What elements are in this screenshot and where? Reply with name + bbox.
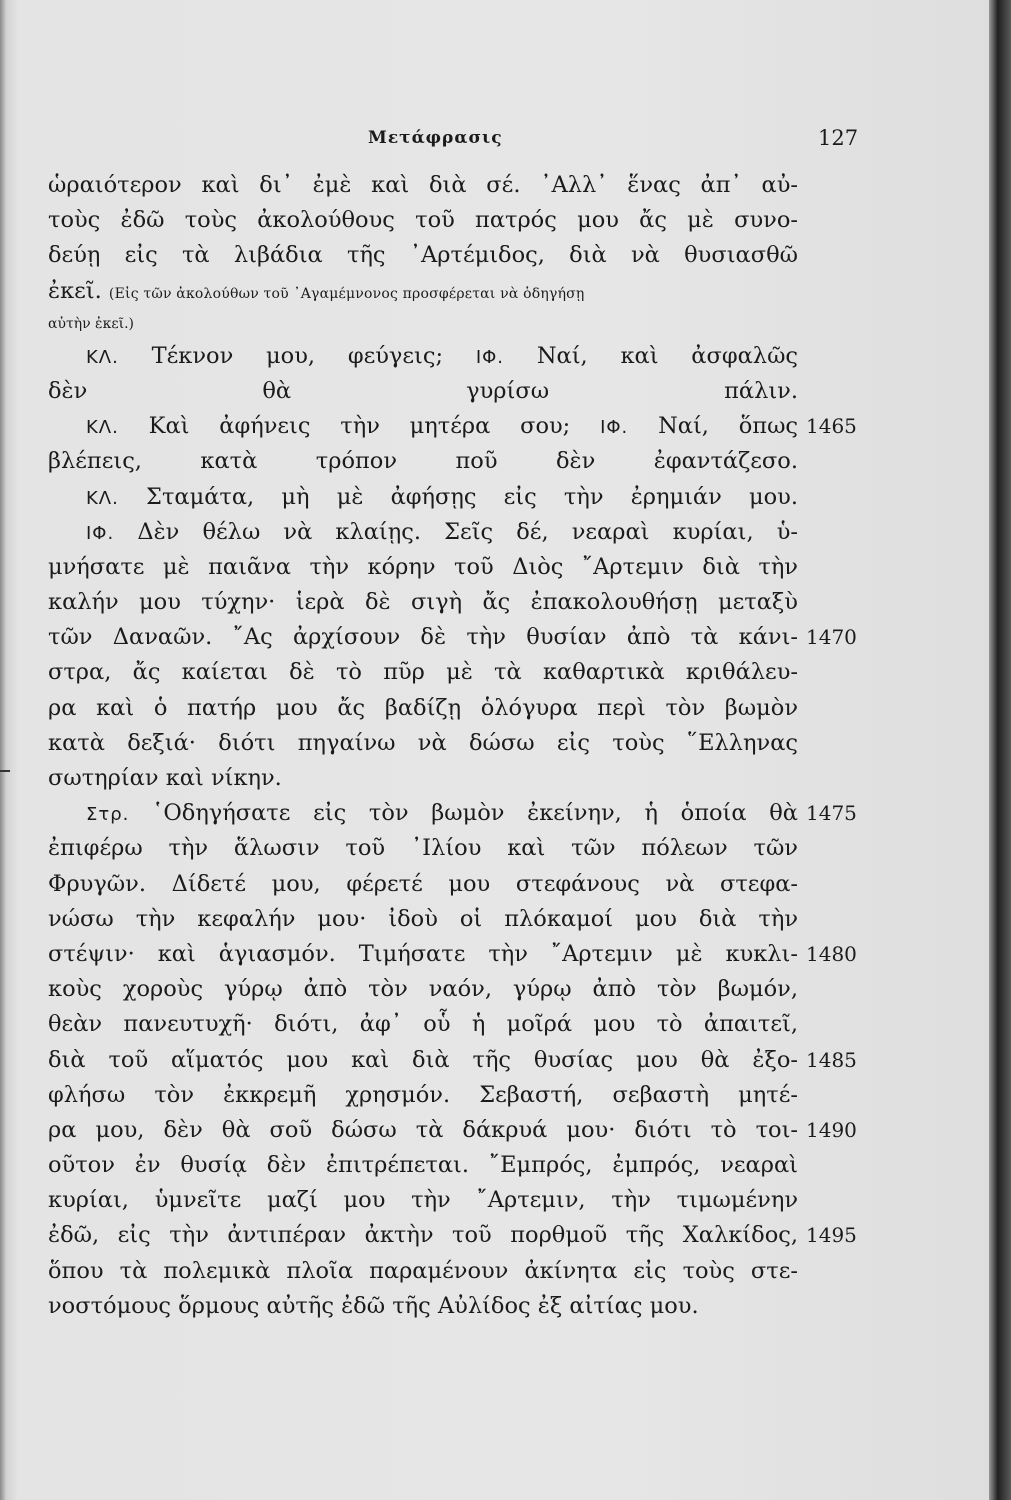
margin-mark — [0, 770, 10, 772]
line-text: θεὰν πανευτυχῆ· διότι, ἀφ᾽ οὗ ἡ μοῖρά μου τὸ ἀπαιτεῖ, — [48, 1011, 798, 1038]
line-number: 1470 — [806, 625, 857, 650]
line-number: 1485 — [806, 1047, 857, 1072]
text-line — [48, 1183, 798, 1218]
text-line — [48, 1148, 798, 1183]
line-text: κυρίαι, ὑμνεῖτε μαζί μου τὴν ῎Αρτεμιν, τὴν τιμωμένην — [48, 1187, 798, 1214]
line-text: ἐπιφέρω τὴν ἅλωσιν τοῦ ᾽Ιλίου καὶ τῶν πόλεων τῶν — [48, 835, 798, 862]
line-text: τῶν Δαναῶν. ῎Ας ἀρχίσουν δὲ τὴν θυσίαν ἀπὸ τὰ κάνι- — [48, 624, 798, 651]
speaker-label: ΚΛ. — [86, 417, 119, 439]
text-line — [48, 1043, 857, 1078]
line-text: δεύῃ εἰς τὰ λιβάδια τῆς ᾽Αρτέμιδος, διὰ νὰ θυσιασθῶ — [48, 242, 798, 269]
text-line — [48, 655, 798, 690]
page-header — [0, 128, 1011, 158]
text-line — [48, 238, 798, 273]
text-line — [48, 203, 798, 238]
line-text: τοὺς ἐδῶ τοὺς ἀκολούθους τοῦ πατρός μου ἄς μὲ συνο- — [48, 207, 798, 234]
speaker-label: ΚΛ. — [86, 346, 119, 368]
line-number: 1490 — [806, 1117, 857, 1142]
text-line — [48, 902, 798, 937]
text-line — [48, 168, 798, 203]
line-text: κοὺς χοροὺς γύρῳ ἀπὸ τὸν ναόν, γύρῳ ἀπὸ τὸν βωμόν, — [48, 976, 798, 1003]
speaker-label: ΙΦ. — [86, 522, 115, 544]
line-text: ρα μου, δὲν θὰ σοῦ δώσω τὰ δάκρυά μου· διότι τὸ τοι- — [48, 1116, 798, 1143]
speaker-label: Στρ. — [86, 804, 130, 826]
text-line — [48, 1254, 798, 1289]
text-line — [48, 867, 798, 902]
page-left-edge — [0, 0, 6, 1500]
text-line — [48, 515, 798, 550]
text-line — [48, 585, 798, 620]
text-line — [48, 726, 798, 761]
text-line — [48, 1289, 798, 1324]
line-text: καλήν μου τύχην· ἱερὰ δὲ σιγὴ ἄς ἐπακολουθήσῃ μεταξὺ — [48, 589, 798, 616]
text-line — [48, 550, 798, 585]
text-line — [48, 796, 857, 831]
line-text: νώσω τὴν κεφαλήν μου· ἰδοὺ οἱ πλόκαμοί μου διὰ τὴν — [48, 905, 798, 932]
line-number: 1495 — [806, 1223, 857, 1248]
text-line — [48, 444, 798, 479]
text-line — [48, 409, 857, 444]
speaker-label: ΙΦ. — [475, 346, 505, 368]
line-text: ῾Οδηγήσατε εἰς τὸν βωμὸν ἐκείνην, ἡ ὁποία θὰ — [152, 800, 799, 827]
line-number: 1480 — [806, 941, 857, 966]
line-text: Σταμάτα, μὴ μὲ ἀφήσῃς εἰς τὴν ἐρημιάν μου. — [146, 483, 798, 510]
text-line — [48, 831, 798, 866]
line-text: κατὰ δεξιά· διότι πηγαίνω νὰ δώσω εἰς τοὺς ῞Ελληνας — [48, 729, 798, 756]
page-number: 127 — [818, 126, 859, 150]
book-spine-shadow — [989, 0, 1011, 1500]
line-text: Ναί, καὶ ἀσφαλῶς — [536, 342, 799, 369]
line-text: διὰ τοῦ αἵματός μου καὶ διὰ τῆς θυσίας μου θὰ ἐξο- — [48, 1046, 798, 1073]
line-text: σωτηρίαν καὶ νίκην. — [48, 765, 282, 791]
speaker-label: ΙΦ. — [600, 417, 629, 439]
line-text: φλήσω τὸν ἐκκρεμῆ χρησμόν. Σεβαστή, σεβαστὴ μητέ- — [48, 1081, 798, 1108]
text-line — [48, 1113, 857, 1148]
line-text: νοστόμους ὅρμους αὐτῆς ἐδῶ τῆς Αὐλίδος ἐξ αἰτίας μου. — [48, 1292, 699, 1319]
line-text: βλέπεις, κατὰ τρόπον ποῦ δὲν ἐφαντάζεσο. — [48, 448, 798, 475]
text-line — [48, 620, 857, 655]
text-line — [48, 1007, 798, 1042]
line-text: ἐκεῖ. (Εἰς τῶν ἀκολούθων τοῦ ᾽Αγαμέμνονος προσφέρεται νὰ ὁδηγήσῃ — [48, 277, 585, 304]
text-line — [48, 1078, 798, 1113]
line-text: Δὲν θέλω νὰ κλαίῃς. Σεῖς δέ, νεαραὶ κυρίαι, ὑ- — [137, 518, 799, 545]
text-line — [48, 374, 798, 409]
text-line — [48, 309, 798, 339]
line-text: αὐτὴν ἐκεῖ.) — [48, 315, 134, 332]
line-text: στέψιν· καὶ ἁγιασμόν. Τιμήσατε τὴν ῎Αρτεμιν μὲ κυκλι- — [48, 940, 798, 967]
text-line — [48, 691, 798, 726]
line-text: ἐδῶ, εἰς τὴν ἀντιπέραν ἀκτὴν τοῦ πορθμοῦ τῆς Χαλκίδος, — [48, 1222, 798, 1249]
line-text: Τέκνον μου, φεύγεις; — [151, 342, 476, 369]
line-text: ρα καὶ ὁ πατήρ μου ἄς βαδίζῃ ὁλόγυρα περὶ τὸν βωμὸν — [48, 694, 798, 721]
line-text: Καὶ ἀφήνεις τὴν μητέρα σου; — [148, 413, 601, 440]
line-number: 1475 — [806, 801, 857, 826]
line-text: ὡραιότερον καὶ δι᾽ ἐμὲ καὶ διὰ σέ. ᾽Αλλ᾽ ἕνας ἀπ᾽ αὐ- — [48, 172, 798, 198]
line-text: ὅπου τὰ πολεμικὰ πλοῖα παραμένουν ἀκίνητα εἰς τοὺς στε- — [48, 1257, 798, 1284]
line-text: στρα, ἄς καίεται δὲ τὸ πῦρ μὲ τὰ καθαρτικὰ κριθάλευ- — [48, 659, 798, 686]
body-text — [48, 168, 857, 1324]
speaker-label: ΚΛ. — [86, 487, 119, 509]
line-text: οῦτον ἐν θυσίᾳ δὲν ἐπιτρέπεται. ῎Εμπρός, ἐμπρός, νεαραὶ — [48, 1152, 798, 1179]
text-line — [48, 339, 798, 374]
text-line — [48, 1218, 857, 1253]
line-text: μνήσατε μὲ παιᾶνα τὴν κόρην τοῦ Διὸς ῎Αρτεμιν διὰ τὴν — [48, 553, 798, 580]
line-text: Ναί, ὅπως — [658, 413, 799, 440]
line-text: Φρυγῶν. Δίδετέ μου, φέρετέ μου στεφάνους νὰ στεφα- — [48, 870, 798, 897]
text-line — [48, 274, 798, 309]
text-line — [48, 972, 798, 1007]
text-line — [48, 480, 798, 515]
line-number: 1465 — [806, 414, 857, 439]
text-line — [48, 937, 857, 972]
line-text: δὲν θὰ γυρίσω πάλιν. — [48, 377, 798, 404]
running-head: Μετάφρασις — [368, 128, 503, 148]
text-line — [48, 761, 798, 796]
